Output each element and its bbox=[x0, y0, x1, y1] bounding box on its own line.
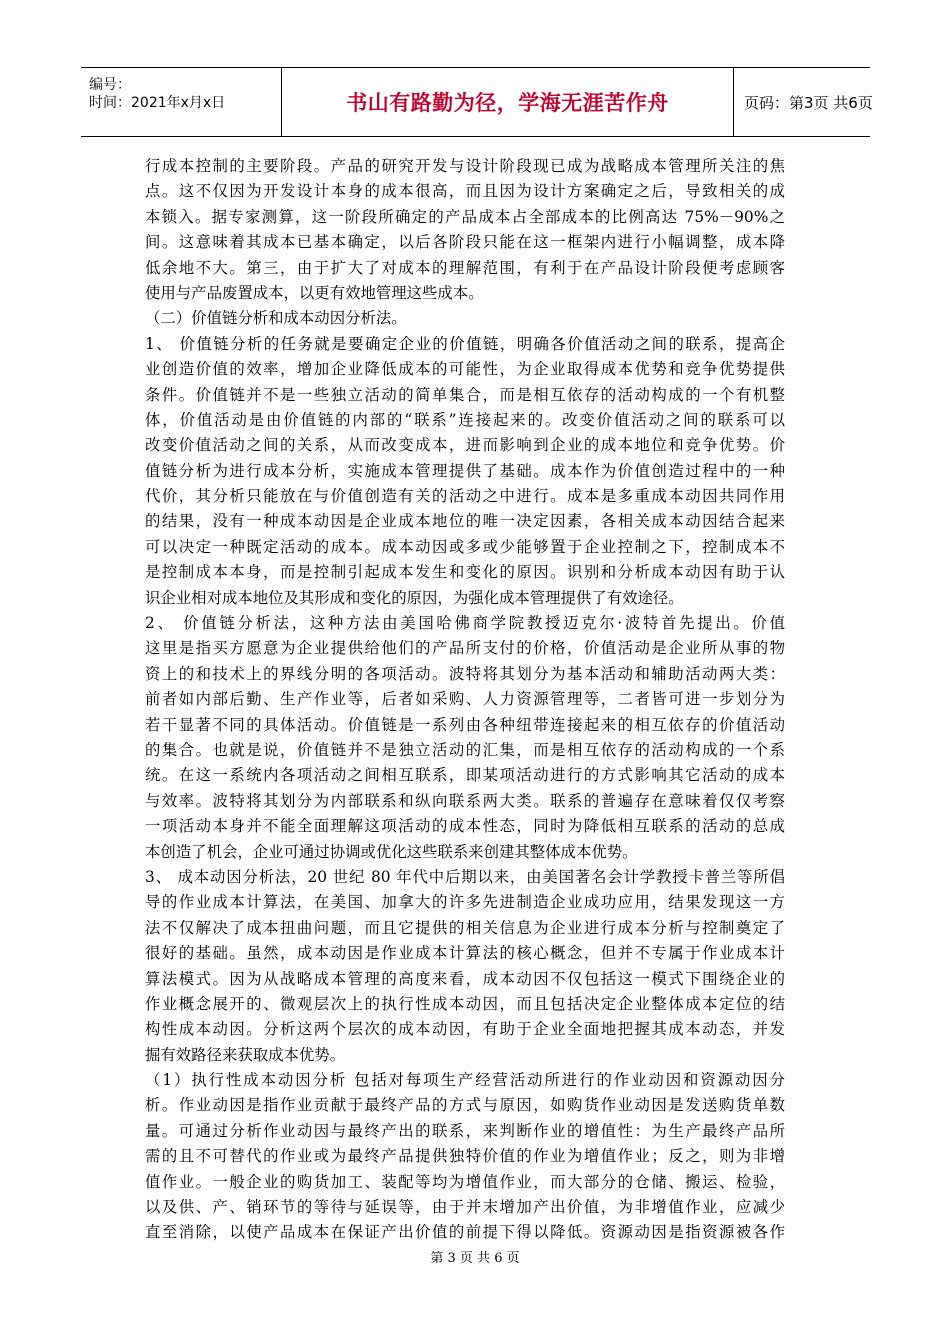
body-line: 改变价值活动之间的关系，从而改变成本，进而影响到企业的成本地位和竞争优势。价 bbox=[145, 436, 785, 455]
header-meta-cell bbox=[81, 68, 282, 136]
body-line: 析。作业动因是指作业贡献于最终产品的方式与原因，如购货作业动因是发送购货单数 bbox=[145, 1096, 785, 1115]
body-line: 的结果，没有一种成本动因是企业成本地位的唯一决定因素，各相关成本动因结合起来 bbox=[145, 512, 785, 531]
body-line: 以及供、产、销环节的等待与延误等，由于并末增加产出价值，为非增值作业，应减少 bbox=[145, 1198, 785, 1217]
body-line: （1）执行性成本动因分析 包括对每项生产经营活动所进行的作业动因和资源动因分 bbox=[145, 1071, 785, 1090]
header-motto-cell bbox=[282, 68, 734, 136]
page-footer bbox=[0, 1247, 950, 1266]
body-line: 3、 成本动因分析法，20 世纪 80 年代中后期以来，由美国著名会计学教授卡普兰等所倡 bbox=[145, 867, 785, 886]
body-line: 导的作业成本计算法，在美国、加拿大的许多先进制造企业成功应用，结果发现这一方 bbox=[145, 893, 785, 912]
document-number-label: 编号： bbox=[89, 77, 131, 93]
body-line: 值链分析为进行成本分析，实施成本管理提供了基础。成本作为价值创造过程中的一种 bbox=[145, 461, 785, 480]
body-line: 前者如内部后勤、生产作业等，后者如采购、人力资源管理等，二者皆可进一步划分为 bbox=[145, 690, 785, 709]
footer-page-number: 第 3 页 共 6 页 bbox=[430, 1251, 520, 1266]
body-line: 需的且不可替代的作业或为最终产品提供独特价值的作业为增值作业；反之，则为非增 bbox=[145, 1147, 785, 1166]
body-line: 识企业相对成本地位及其形成和变化的原因，为强化成本管理提供了有效途径。 bbox=[145, 588, 684, 607]
body-line: 若干显著不同的具体活动。价值链是一系列由各种纽带连接起来的相互依存的价值活动 bbox=[145, 715, 785, 734]
body-line: 一项活动本身并不能全面理解这项活动的成本性态，同时为降低相互联系的活动的总成 bbox=[145, 817, 785, 836]
body-line: 点。这不仅因为开发设计本身的成本很高，而且因为设计方案确定之后，导致相关的成 bbox=[145, 182, 785, 201]
body-line: 构性成本动因。分析这两个层次的成本动因，有助于企业全面地把握其成本动态，并发 bbox=[145, 1020, 785, 1039]
body-line: 低余地不大。第三，由于扩大了对成本的理解范围，有利于在产品设计阶段便考虑顾客 bbox=[145, 258, 785, 277]
body-line: 法不仅解决了成本扭曲问题，而且它提供的相关信息为企业进行成本分析与控制奠定了 bbox=[145, 918, 785, 937]
body-line: 体，价值活动是由价值链的内部的“联系”连接起来的。改变价值活动之间的联系可以 bbox=[145, 410, 785, 429]
page-header bbox=[81, 67, 873, 137]
body-line: 间。这意味着其成本已基本确定，以后各阶段只能在这一框架内进行小幅调整，成本降 bbox=[145, 233, 785, 252]
body-line: 算法模式。因为从战略成本管理的高度来看，成本动因不仅包括这一模式下围绕企业的 bbox=[145, 969, 785, 988]
body-line: 统。在这一系统内各项活动之间相互联系，即某项活动进行的方式影响其它活动的成本 bbox=[145, 766, 785, 785]
body-line: 可以决定一种既定活动的成本。成本动因或多或少能够置于企业控制之下，控制成本不 bbox=[145, 537, 785, 556]
body-line: 作业概念展开的、微观层次上的执行性成本动因，而且包括决定企业整体成本定位的结 bbox=[145, 994, 785, 1013]
document-body bbox=[145, 154, 785, 1246]
body-line: 使用与产品废置成本，以更有效地管理这些成本。 bbox=[145, 283, 484, 302]
body-line: 资上的和技术上的界线分明的各项活动。波特将其划分为基本活动和辅助活动两大类： bbox=[145, 664, 785, 683]
body-line: 代价，其分析只能放在与价值创造有关的活动之中进行。成本是多重成本动因共同作用 bbox=[145, 487, 785, 506]
body-line: 业创造价值的效率，增加企业降低成本的可能性，为企业取得成本优势和竞争优势提供 bbox=[145, 360, 785, 379]
document-date-label: 时间：2021年x月x日 bbox=[89, 95, 226, 111]
body-line: 直至消除，以使产品成本在保证产出价值的前提下得以降低。资源动因是指资源被各作 bbox=[145, 1223, 785, 1242]
body-line: 本创造了机会，企业可通过协调或优化这些联系来创建其整体成本优势。 bbox=[145, 842, 638, 861]
header-page-cell bbox=[734, 68, 873, 136]
body-line: 很好的基础。虽然，成本动因是作业成本计算法的核心概念，但并不专属于作业成本计 bbox=[145, 944, 785, 963]
body-line: 是控制成本本身，而是控制引起成本发生和变化的原因。识别和分析成本动因有助于认 bbox=[145, 563, 785, 582]
body-line: 量。可通过分析作业动因与最终产出的联系，来判断作业的增值性：为生产最终产品所 bbox=[145, 1121, 785, 1140]
body-line: 值作业。一般企业的购货加工、装配等均为增值作业，而大部分的仓储、搬运、检验， bbox=[145, 1172, 785, 1191]
header-page-number: 页码：第3页 共6页 bbox=[744, 93, 873, 112]
body-line: 与效率。波特将其划分为内部联系和纵向联系两大类。联系的普遍存在意味着仅仅考察 bbox=[145, 791, 785, 810]
body-line: （二）价值链分析和成本动因分析法。 bbox=[145, 309, 407, 328]
body-line: 本锁入。据专家测算，这一阶段所确定的产品成本占全部成本的比例高达 75%－90%之 bbox=[145, 207, 785, 226]
body-line: 掘有效路径来获取成本优势。 bbox=[145, 1045, 346, 1064]
body-line: 1、 价值链分析的任务就是要确定企业的价值链，明确各价值活动之间的联系，提高企 bbox=[145, 334, 785, 353]
body-line: 行成本控制的主要阶段。产品的研究开发与设计阶段现已成为战略成本管理所关注的焦 bbox=[145, 157, 785, 175]
body-line: 2、 价值链分析法，这种方法由美国哈佛商学院教授迈克尔·波特首先提出。价值 bbox=[145, 614, 785, 633]
header-motto: 书山有路勤为径，学海无涯苦作舟 bbox=[346, 91, 669, 115]
body-line: 这里是指买方愿意为企业提供给他们的产品所支付的价格，价值活动是企业所从事的物 bbox=[145, 639, 785, 658]
body-line: 的集合。也就是说，价值链并不是独立活动的汇集，而是相互依存的活动构成的一个系 bbox=[145, 740, 785, 759]
body-line: 条件。价值链并不是一些独立活动的简单集合，而是相互依存的活动构成的一个有机整 bbox=[145, 385, 785, 404]
